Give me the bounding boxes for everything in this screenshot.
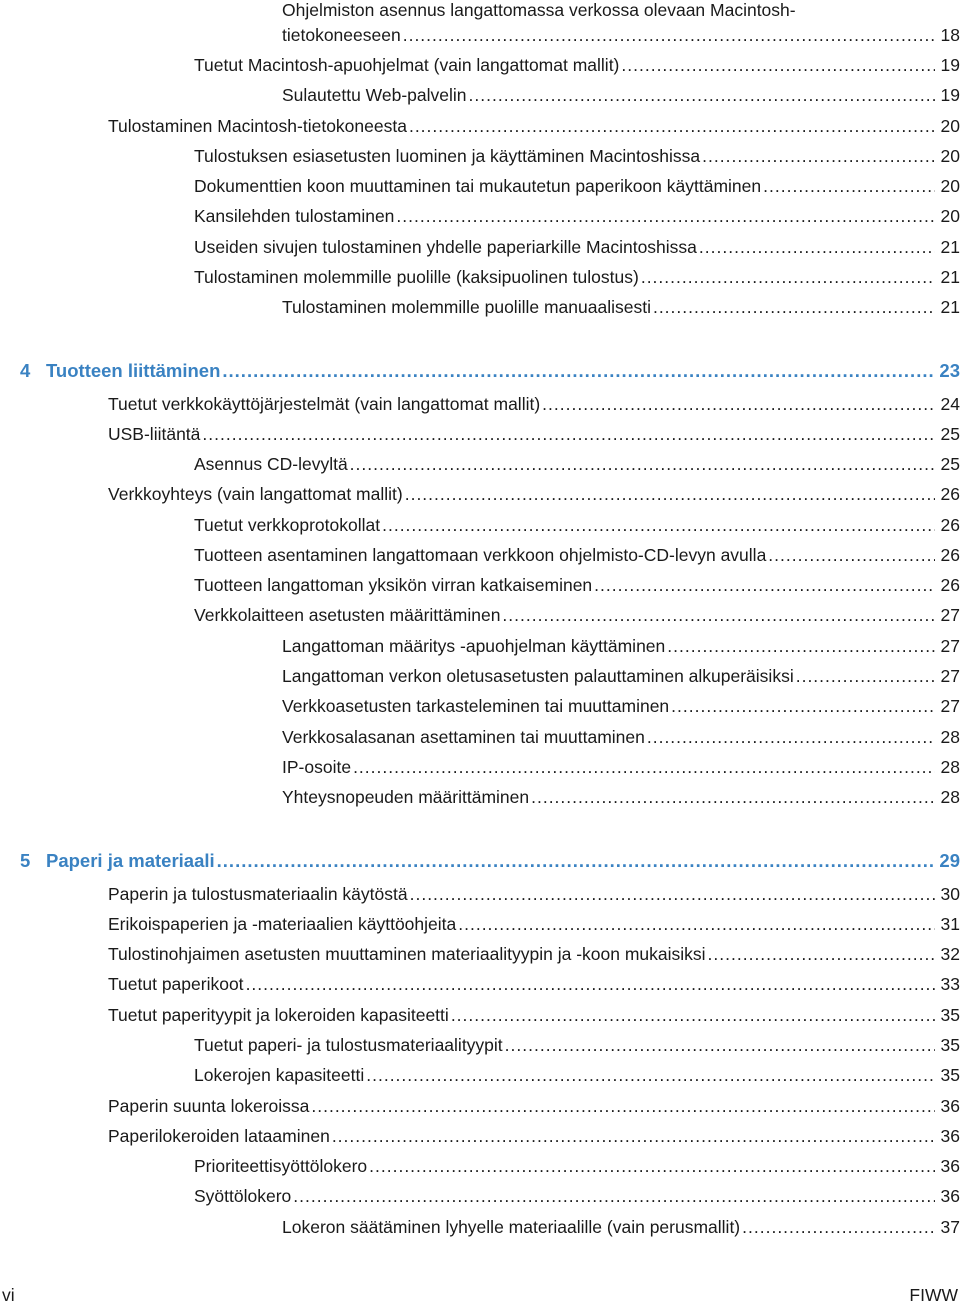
dot-leader	[396, 203, 935, 229]
toc-entry-title: Tulostaminen molemmille puolille manuaalisesti	[282, 297, 651, 317]
toc-entry-title: tietokoneeseen	[282, 25, 401, 45]
dot-leader	[699, 234, 935, 260]
toc-page-number: 20	[940, 176, 960, 196]
chapter-title: Paperi ja materiaali	[46, 850, 215, 871]
toc-entry-title: Tuetut paperi- ja tulostusmateriaalityypit	[194, 1035, 503, 1055]
toc-entry-title: Tulostaminen molemmille puolille (kaksipuolinen tulostus)	[194, 267, 639, 287]
toc-entry[interactable]	[282, 22, 960, 48]
toc-entry-title: Yhteysnopeuden määrittäminen	[282, 787, 530, 807]
toc-page-number: 21	[940, 267, 960, 287]
toc-entry[interactable]	[108, 1002, 960, 1028]
toc-entry[interactable]	[108, 1093, 960, 1119]
toc-page-number: 36	[940, 1126, 960, 1146]
dot-leader	[353, 754, 935, 780]
toc-entry[interactable]	[108, 1123, 960, 1149]
toc-page-number: 26	[940, 575, 960, 595]
dot-leader	[763, 173, 935, 199]
dot-leader	[667, 633, 935, 659]
toc-entry[interactable]	[194, 1183, 960, 1209]
toc-page-number: 28	[940, 727, 960, 747]
dot-leader	[796, 663, 935, 689]
dot-leader	[332, 1123, 935, 1149]
toc-entry[interactable]	[282, 754, 960, 780]
toc-entry-title: Lokerojen kapasiteetti	[194, 1065, 365, 1085]
toc-page-number: 31	[940, 914, 960, 934]
toc-entry[interactable]	[282, 693, 960, 719]
toc-entry[interactable]	[194, 542, 960, 568]
toc-entry-title: Tuotteen langattoman yksikön virran katkaiseminen	[194, 575, 593, 595]
toc-entry[interactable]	[282, 633, 960, 659]
toc-page-number: 28	[940, 787, 960, 807]
toc-entry[interactable]	[108, 911, 960, 937]
toc-page-number: 30	[940, 884, 960, 904]
toc-entry-title: Paperin suunta lokeroissa	[108, 1096, 310, 1116]
toc-entry-title: Erikoispaperien ja -materiaalien käyttöohjeita	[108, 914, 457, 934]
toc-entry[interactable]	[194, 512, 960, 538]
toc-entry[interactable]	[194, 173, 960, 199]
dot-leader	[653, 294, 935, 320]
toc-entry-title: Paperin ja tulostusmateriaalin käytöstä	[108, 884, 408, 904]
dot-leader	[768, 542, 935, 568]
chapter-number: 4	[20, 360, 31, 381]
toc-entry-title: Verkkoyhteys (vain langattomat mallit)	[108, 484, 403, 504]
toc-entry[interactable]	[108, 481, 960, 507]
toc-entry[interactable]	[194, 1153, 960, 1179]
toc-entry[interactable]	[282, 784, 960, 810]
toc-entry[interactable]	[194, 1062, 960, 1088]
toc-page-number: 21	[940, 297, 960, 317]
dot-leader	[451, 1002, 935, 1028]
dot-leader	[502, 602, 935, 628]
toc-entry[interactable]	[194, 143, 960, 169]
dot-leader	[405, 481, 935, 507]
dot-leader	[542, 391, 935, 417]
toc-entry[interactable]	[108, 113, 960, 139]
toc-page-number: 18	[940, 25, 960, 45]
toc-entry-title: Useiden sivujen tulostaminen yhdelle paperiarkille Macintoshissa	[194, 237, 697, 257]
dot-leader	[222, 358, 935, 384]
toc-entry-title: Tuetut Macintosh-apuohjelmat (vain langattomat mallit)	[194, 55, 620, 75]
toc-page-number: 28	[940, 757, 960, 777]
toc-entry[interactable]	[194, 52, 960, 78]
toc-entry-title: Kansilehden tulostaminen	[194, 206, 395, 226]
toc-page-number: 33	[940, 974, 960, 994]
toc-page-number: 35	[940, 1005, 960, 1025]
toc-page-number: 36	[940, 1096, 960, 1116]
toc-page-number: 20	[940, 116, 960, 136]
toc-page-number: 26	[940, 484, 960, 504]
toc-page-number: 35	[940, 1035, 960, 1055]
toc-chapter-entry[interactable]	[20, 848, 960, 874]
toc-entry-title: Tuetut verkkokäyttöjärjestelmät (vain langattomat mallit)	[108, 394, 541, 414]
toc-page-number: 27	[940, 636, 960, 656]
toc-page-number: 35	[940, 1065, 960, 1085]
dot-leader	[409, 113, 935, 139]
toc-entry-title	[20, 848, 215, 874]
dot-leader	[531, 784, 935, 810]
toc-page-number: 36	[940, 1186, 960, 1206]
toc-entry-title: Langattoman verkon oletusasetusten palauttaminen alkuperäisiksi	[282, 666, 794, 686]
toc-page-number: 23	[939, 360, 960, 381]
toc-page-number: 27	[940, 605, 960, 625]
toc-entry-title: Syöttölokero	[194, 1186, 292, 1206]
toc-entry-title: Tulostaminen Macintosh-tietokoneesta	[108, 116, 407, 136]
toc-page-number: 24	[940, 394, 960, 414]
toc-entry-title: Langattoman määritys -apuohjelman käyttäminen	[282, 636, 666, 656]
dot-leader	[366, 1062, 935, 1088]
dot-leader	[594, 572, 935, 598]
toc-entry-title: Prioriteettisyöttölokero	[194, 1156, 368, 1176]
dot-leader	[505, 1032, 935, 1058]
toc-entry-title: Verkkolaitteen asetusten määrittäminen	[194, 605, 501, 625]
toc-entry[interactable]	[108, 421, 960, 447]
dot-leader	[708, 941, 935, 967]
document-code: FIWW	[909, 1285, 958, 1305]
dot-leader	[311, 1093, 935, 1119]
toc-page-number: 27	[940, 696, 960, 716]
toc-entry[interactable]	[194, 451, 960, 477]
dot-leader	[217, 848, 935, 874]
dot-leader	[369, 1153, 935, 1179]
dot-leader	[671, 693, 935, 719]
toc-page-number: 36	[940, 1156, 960, 1176]
toc-entry[interactable]	[282, 663, 960, 689]
toc-page-number: 26	[940, 545, 960, 565]
toc-entry[interactable]	[194, 264, 960, 290]
toc-entry[interactable]	[282, 82, 960, 108]
toc-page-number: 32	[940, 944, 960, 964]
dot-leader	[350, 451, 935, 477]
toc-page-number: 27	[940, 666, 960, 686]
toc-entry[interactable]	[194, 234, 960, 260]
dot-leader	[702, 143, 935, 169]
dot-leader	[742, 1214, 935, 1240]
toc-entry-title: Paperilokeroiden lataaminen	[108, 1126, 330, 1146]
toc-entry-title: Verkkoasetusten tarkasteleminen tai muuttaminen	[282, 696, 670, 716]
toc-entry[interactable]	[108, 941, 960, 967]
toc-entry[interactable]	[194, 602, 960, 628]
toc-page-number: 29	[939, 850, 960, 871]
dot-leader	[647, 724, 935, 750]
dot-leader	[202, 421, 935, 447]
toc-page-number: 37	[940, 1217, 960, 1237]
dot-leader	[246, 971, 935, 997]
toc-entry[interactable]	[108, 881, 960, 907]
toc-continued-title: Ohjelmiston asennus langattomassa verkossa olevaan Macintosh-	[282, 0, 796, 20]
toc-page-number: 20	[940, 146, 960, 166]
toc-page-number: 20	[940, 206, 960, 226]
toc-entry-title: Tuetut verkkoprotokollat	[194, 515, 381, 535]
dot-leader	[403, 22, 935, 48]
toc-entry[interactable]	[194, 203, 960, 229]
dot-leader	[621, 52, 935, 78]
toc-entry-title: Dokumenttien koon muuttaminen tai mukautetun paperikoon käyttäminen	[194, 176, 762, 196]
chapter-number: 5	[20, 850, 31, 871]
toc-page-number: 26	[940, 515, 960, 535]
dot-leader	[293, 1183, 935, 1209]
chapter-title: Tuotteen liittäminen	[46, 360, 221, 381]
dot-leader	[641, 264, 935, 290]
toc-entry-title: Tuetut paperityypit ja lokeroiden kapasiteetti	[108, 1005, 449, 1025]
dot-leader	[382, 512, 935, 538]
toc-entry[interactable]	[108, 971, 960, 997]
toc-chapter-entry[interactable]	[20, 358, 960, 384]
toc-page-number: 19	[940, 55, 960, 75]
toc-entry[interactable]	[282, 724, 960, 750]
dot-leader	[410, 881, 935, 907]
toc-entry[interactable]	[108, 391, 960, 417]
toc-entry-title: Asennus CD-levyltä	[194, 454, 348, 474]
dot-leader	[469, 82, 935, 108]
toc-entry-title: Tuotteen asentaminen langattomaan verkkoon ohjelmisto-CD-levyn avulla	[194, 545, 767, 565]
toc-entry-title: Tulostinohjaimen asetusten muuttaminen materiaalityypin ja -koon mukaisiksi	[108, 944, 706, 964]
toc-entry-title: Lokeron säätäminen lyhyelle materiaalille (vain perusmallit)	[282, 1217, 741, 1237]
dot-leader	[458, 911, 935, 937]
toc-page-number: 19	[940, 85, 960, 105]
toc-entry-title: USB-liitäntä	[108, 424, 201, 444]
toc-entry-title: Sulautettu Web-palvelin	[282, 85, 467, 105]
toc-entry[interactable]	[282, 294, 960, 320]
toc-entry[interactable]	[282, 1214, 960, 1240]
toc-entry[interactable]	[194, 572, 960, 598]
toc-entry-title	[20, 358, 220, 384]
toc-entry-title: IP-osoite	[282, 757, 352, 777]
toc-entry-title: Tulostuksen esiasetusten luominen ja käyttäminen Macintoshissa	[194, 146, 701, 166]
page-number: vi	[2, 1285, 15, 1305]
toc-page-number: 21	[940, 237, 960, 257]
toc-entry-title: Verkkosalasanan asettaminen tai muuttaminen	[282, 727, 645, 747]
toc-entry-title: Tuetut paperikoot	[108, 974, 244, 994]
toc-page-number: 25	[940, 424, 960, 444]
toc-entry[interactable]	[194, 1032, 960, 1058]
toc-page-number: 25	[940, 454, 960, 474]
